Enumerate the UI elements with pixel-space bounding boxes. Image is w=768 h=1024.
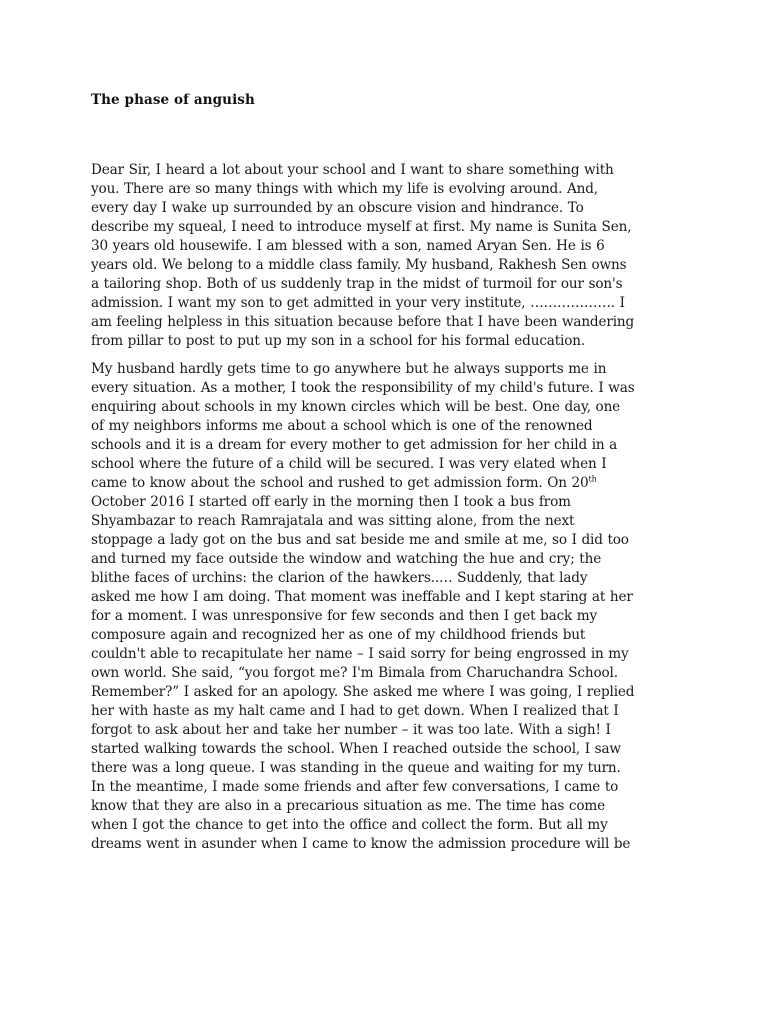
text-line: enquiring about schools in my known circles which will be best. One day, one	[91, 399, 621, 415]
text-line: you. There are so many things with which my life is evolving around. And,	[91, 181, 598, 197]
document-title: The phase of anguish	[91, 92, 255, 108]
text-line: asked me how I am doing. That moment was ineffable and I kept staring at her	[91, 589, 633, 605]
text-line: for a moment. I was unresponsive for few seconds and then I get back my	[91, 608, 598, 624]
text-line-with-date	[91, 474, 597, 492]
text-line: school where the future of a child will be secured. I was very elated when I	[91, 456, 607, 472]
text-line: describe my squeal, I need to introduce myself at first. My name is Sunita Sen,	[91, 219, 632, 235]
text-line: started walking towards the school. When I reached outside the school, I saw	[91, 741, 621, 757]
text-line: forgot to ask about her and take her number – it was too late. With a sigh! I	[91, 722, 611, 738]
text-line: October 2016 I started off early in the morning then I took a bus from	[91, 494, 571, 510]
text-line: know that they are also in a precarious situation as me. The time has come	[91, 798, 606, 814]
text-line: composure again and recognized her as one of my childhood friends but	[91, 627, 586, 643]
text-line: own world. She said, “you forgot me? I'm Bimala from Charuchandra School.	[91, 665, 618, 681]
text-line: stoppage a lady got on the bus and sat beside me and smile at me, so I did too	[91, 532, 629, 548]
text-line: am feeling helpless in this situation because before that I have been wandering	[91, 314, 635, 330]
text-line: from pillar to post to put up my son in a school for his formal education.	[91, 333, 586, 349]
text-line: years old. We belong to a middle class family. My husband, Rakhesh Sen owns	[91, 257, 627, 273]
text-line: a tailoring shop. Both of us suddenly trap in the midst of turmoil for our son's	[91, 276, 623, 292]
text-line: Dear Sir, I heard a lot about your school and I want to share something with	[91, 162, 614, 178]
text-line: every situation. As a mother, I took the responsibility of my child's future. I was	[91, 380, 635, 396]
text-line: there was a long queue. I was standing in the queue and waiting for my turn.	[91, 760, 621, 776]
text-line: dreams went in asunder when I came to know the admission procedure will be	[91, 836, 631, 852]
date-superscript: th	[588, 474, 597, 484]
text-segment: came to know about the school and rushed to get admission form. On 20	[91, 475, 589, 491]
text-line: admission. I want my son to get admitted in your very institute, ………………. I	[91, 295, 625, 311]
text-line: and turned my face outside the window and watching the hue and cry; the	[91, 551, 602, 567]
text-line: My husband hardly gets time to go anywhere but he always supports me in	[91, 361, 607, 377]
text-line: 30 years old housewife. I am blessed with a son, named Aryan Sen. He is 6	[91, 238, 605, 254]
text-line: couldn't able to recapitulate her name – I said sorry for being engrossed in my	[91, 646, 629, 662]
text-line: blithe faces of urchins: the clarion of the hawkers..… Suddenly, that lady	[91, 570, 588, 586]
text-line: every day I wake up surrounded by an obscure vision and hindrance. To	[91, 200, 584, 216]
text-line: schools and it is a dream for every mother to get admission for her child in a	[91, 437, 618, 453]
text-line: Shyambazar to reach Ramrajatala and was sitting alone, from the next	[91, 513, 575, 529]
text-line: of my neighbors informs me about a school which is one of the renowned	[91, 418, 593, 434]
text-line: Remember?” I asked for an apology. She asked me where I was going, I replied	[91, 684, 635, 700]
text-line: In the meantime, I made some friends and after few conversations, I came to	[91, 779, 619, 795]
text-line: when I got the chance to get into the office and collect the form. But all my	[91, 817, 608, 833]
text-line: her with haste as my halt came and I had to get down. When I realized that I	[91, 703, 619, 719]
